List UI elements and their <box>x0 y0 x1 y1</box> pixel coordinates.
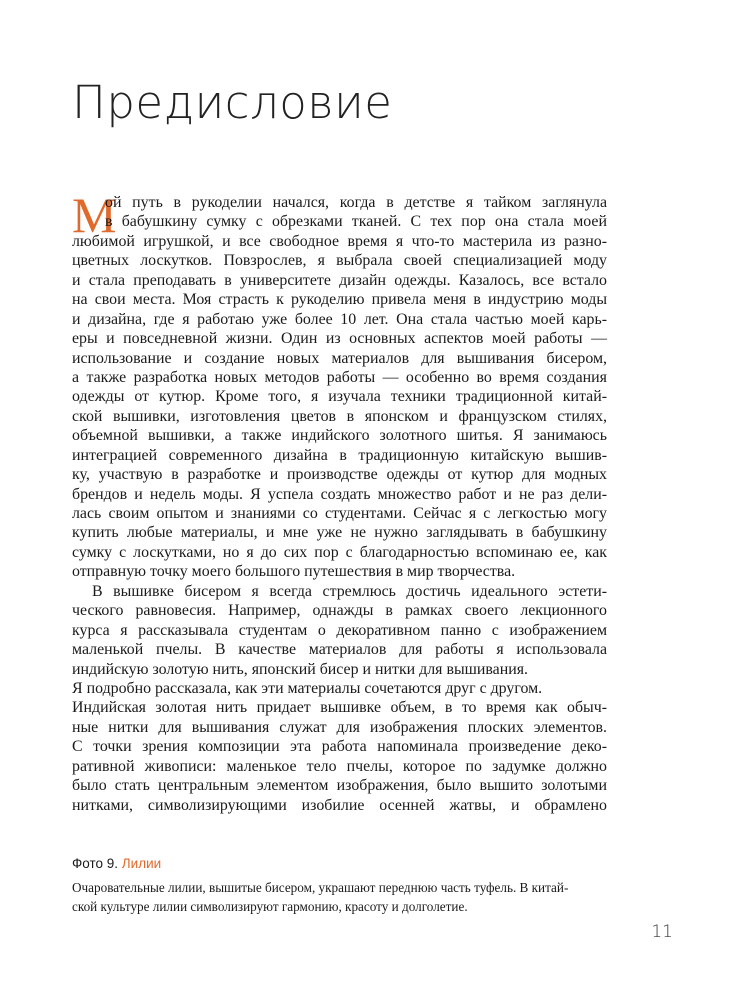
caption-title: Лилии <box>121 856 162 871</box>
caption-line: ской культуре лилии символизируют гармонию, красоту и долголетие. <box>72 898 468 914</box>
text-line: Индийская золотая нить придает вышивке объем, в то время как обыч- <box>72 699 607 717</box>
text-line: нитками, символизирующими изобилие осенней жатвы, и обрамлено <box>72 796 607 814</box>
text-line: отправную точку моего большого путешествия в мир творчества. <box>72 563 516 581</box>
body-text <box>72 193 607 815</box>
text-line: использование и создание новых материалов для вышивания бисером, <box>72 349 607 367</box>
text-line: в бабушкину сумку с обрезками тканей. С тех пор она стала моей <box>105 213 607 231</box>
text-line: курса я рассказывала студентам о декоративном панно с изображением <box>72 621 607 639</box>
paragraph-2 <box>72 582 607 815</box>
caption-line: Очаровательные лилии, вышитые бисером, украшают переднюю часть туфель. В китай- <box>72 880 569 895</box>
text-line: лась своим опытом и знаниями со студентами. Сейчас я с легкостью могу <box>72 505 607 522</box>
text-line: ные нитки для вышивания служат для изображения плоских элементов. <box>72 718 607 736</box>
text-line: и дизайна, где я работаю уже более 10 лет. Она стала частью моей карь- <box>72 310 607 328</box>
text-line: брендов и недель моды. Я успела создать множество работ и не раз дели- <box>72 485 607 503</box>
text-line: С точки зрения композиции эта работа напоминала произведение деко- <box>72 738 607 756</box>
text-line: цветных лоскутков. Повзрослев, я выбрала своей специализацией моду <box>72 252 607 270</box>
text-line: объемной вышивки, а также индийского золотного шитья. Я занимаюсь <box>72 427 607 445</box>
caption-text <box>72 879 607 916</box>
text-line: интеграцией современного дизайна в традиционную китайскую вышив- <box>72 446 607 464</box>
photo-caption <box>72 855 607 916</box>
text-line: одежды от кутюр. Кроме того, я изучала техники традиционной китай- <box>72 388 607 406</box>
drop-cap: М <box>72 187 117 243</box>
caption-label: Фото 9. <box>72 856 119 871</box>
text-line: а также разработка новых методов работы — особенно во время создания <box>72 368 607 386</box>
text-line: индийскую золотую нить, японский бисер и нитки для вышивания. <box>72 660 528 678</box>
text-line: было стать центральным элементом изображения, было вышито золотыми <box>72 777 607 795</box>
paragraph-1 <box>72 193 607 582</box>
text-line: ративной живописи: маленькое тело пчелы, которое по задумке должно <box>72 757 607 775</box>
caption-heading <box>72 855 607 873</box>
text-line: любимой игрушкой, и все свободное время я что-то мастерила из разно- <box>72 232 607 250</box>
page-number: 11 <box>651 922 673 942</box>
text-line: на свои места. Моя страсть к рукоделию привела меня в индустрию моды <box>72 291 607 309</box>
text-line: ческого равновесия. Например, однажды в рамках своего лекционного <box>72 602 607 620</box>
text-line: маленькой пчелы. В качестве материалов для работы я использовала <box>72 641 607 659</box>
text-line: еры и повседневной жизни. Один из основных аспектов моей работы — <box>72 330 607 348</box>
text-line: ой путь в рукоделии начался, когда в детстве я тайком заглянула <box>105 194 607 211</box>
text-line: и стала преподавать в университете дизайн одежды. Казалось, все встало <box>72 271 607 289</box>
text-line: Я подробно рассказала, как эти материалы сочетаются друг с другом. <box>72 679 543 697</box>
text-line: купить любые материалы, и мне уже не нужно заглядывать в бабушкину <box>72 524 607 542</box>
text-line: ку, участвую в разработке и производстве одежды от кутюр для модных <box>72 466 607 484</box>
text-line: ской вышивки, изготовления цветов в японском и французском стилях, <box>72 407 607 425</box>
page-title: Предисловие <box>72 76 393 129</box>
text-line: В вышивке бисером я всегда стремлюсь достичь идеального эстети- <box>92 582 607 600</box>
text-line: сумку с лоскутками, но я до сих пор с благодарностью вспоминаю ее, как <box>72 543 607 561</box>
